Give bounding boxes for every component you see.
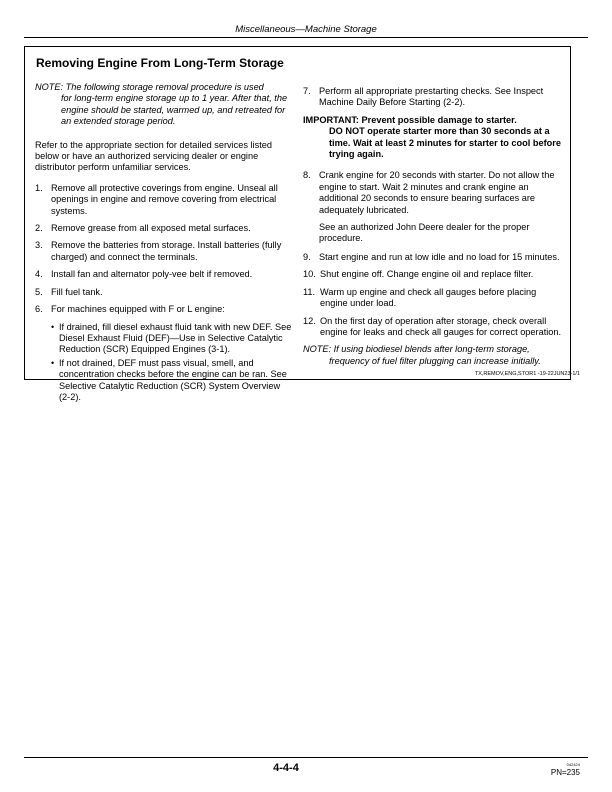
item-number: 2. [35, 223, 43, 234]
biodiesel-note-first: NOTE: If using biodiesel blends after long-term storage, [303, 344, 530, 355]
item-text: Warm up engine and check all gauges before placing engine under load. [320, 286, 537, 309]
item-text: Remove grease from all exposed metal surfaces. [51, 223, 251, 234]
item-text: Remove all protective coverings from engine. Unseal all openings in engine and remove covering from electrical systems. [51, 182, 278, 216]
list-item [303, 316, 565, 339]
list-item [35, 287, 293, 298]
running-header: Miscellaneous—Machine Storage [235, 24, 377, 35]
right-column [303, 86, 565, 367]
bullet-item [51, 322, 293, 356]
list-item [303, 170, 565, 216]
list-item [35, 183, 293, 217]
list-item [303, 86, 565, 109]
list-item [35, 304, 293, 315]
item-number: 5. [35, 286, 43, 297]
note-body: for long-term engine storage up to 1 year. After that, the engine should be started, warmed up, and retreated for an extended storage period. [61, 93, 288, 127]
important-first-line: IMPORTANT: Prevent possible damage to starter. [303, 114, 517, 125]
list-item [35, 240, 293, 263]
item-text: Remove the batteries from storage. Install batteries (fully charged) and connect the terminals. [51, 240, 282, 262]
item-text: For machines equipped with F or L engine: [51, 304, 225, 315]
item-text: Install fan and alternator poly-vee belt if removed. [51, 269, 253, 280]
left-column [35, 82, 293, 405]
bullet-list [51, 322, 293, 404]
item-text: Shut engine off. Change engine oil and replace filter. [320, 269, 534, 280]
item-text: Fill fuel tank. [51, 286, 103, 297]
page-number: 4-4-4 [273, 762, 299, 774]
storage-note [35, 82, 293, 128]
bullet-text: If drained, fill diesel exhaust fluid tank with new DEF. See Diesel Exhaust Fluid (DEF)—Use in Selective Catalytic Reduction (SCR) Equipped Engines (3-1). [59, 321, 292, 355]
list-item [35, 223, 293, 234]
item-number: 8. [303, 170, 311, 181]
bullet-icon: • [51, 357, 55, 368]
item-number: 9. [303, 251, 311, 262]
note-first-line: The following storage removal procedure is used [65, 82, 264, 92]
item-number: 6. [35, 304, 43, 315]
biodiesel-note-body: frequency of fuel filter plugging can increase initially. [329, 355, 541, 366]
header-rule [24, 37, 588, 38]
section-title: Removing Engine From Long-Term Storage [36, 56, 284, 70]
print-code: 042424 [566, 762, 580, 767]
item-text: Perform all appropriate prestarting checks. See Inspect Machine Daily Before Starting (2-2). [319, 86, 544, 108]
list-item [303, 252, 565, 263]
item-number: 12. [303, 315, 316, 326]
dealer-paragraph: See an authorized John Deere dealer for the proper procedure. [319, 222, 530, 244]
important-body: DO NOT operate starter more than 30 seconds at a time. Wait at least 2 minutes for starter to cool before trying again. [329, 126, 561, 160]
item-number: 10. [303, 269, 316, 280]
item-number: 3. [35, 240, 43, 251]
item-number: 7. [303, 86, 311, 96]
note-label: NOTE: [35, 82, 64, 92]
item-number: 11. [303, 286, 316, 297]
item-number: 4. [35, 269, 43, 280]
item-number: 1. [35, 182, 43, 193]
document-code: TX,REMOV,ENG,STOR1 -19-22JUN23-1/1 [474, 371, 580, 377]
footer-rule [24, 757, 588, 758]
list-item [303, 287, 565, 310]
item-text: Crank engine for 20 seconds with starter. Do not allow the engine to start. Wait 2 minutes and crank engine an additional 20 seconds to ensure bearing surfaces are adequately lubricated. [319, 170, 555, 215]
intro-paragraph: Refer to the appropriate section for detailed services listed below or have an authorized servicing dealer or engine distributor perform unfamiliar services. [35, 139, 272, 173]
bullet-icon: • [51, 321, 55, 332]
item-text: Start engine and run at low idle and no load for 15 minutes. [319, 251, 560, 262]
list-item [303, 269, 565, 280]
bullet-text: If not drained, DEF must pass visual, smell, and concentration checks before the engine can be ran. See Selective Catalytic Reduction (SCR) System Overview (2-2). [59, 357, 287, 402]
biodiesel-note [303, 344, 565, 367]
bullet-item [51, 358, 293, 404]
important-warning [303, 115, 565, 161]
item-text: On the first day of operation after storage, check overall engine for leaks and check all gauges for correct operation. [320, 315, 562, 337]
pn-number: PN=235 [550, 768, 580, 777]
list-item [35, 269, 293, 280]
